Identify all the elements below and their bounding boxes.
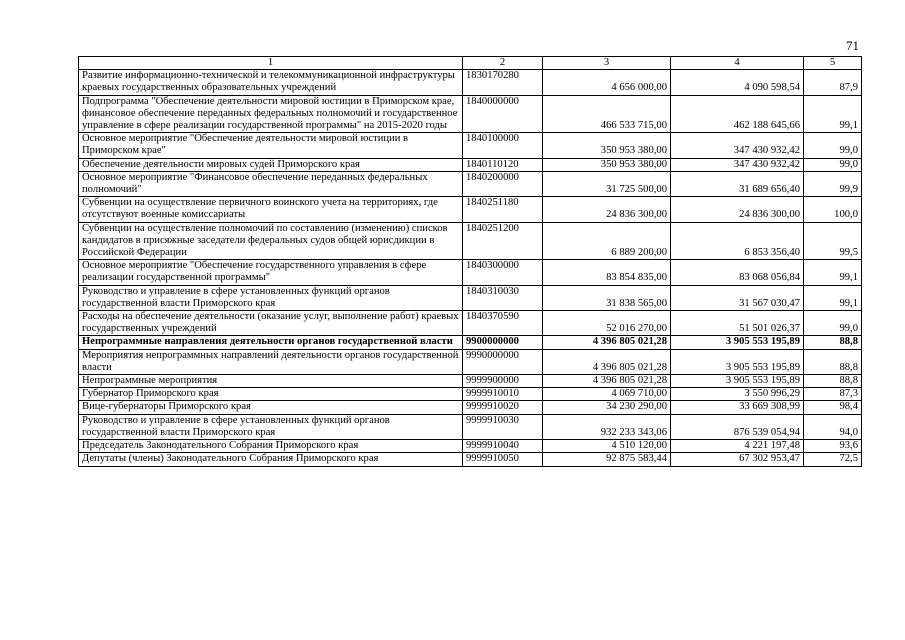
table-row	[79, 401, 862, 414]
table-row	[79, 171, 862, 196]
row-plan-cell: 92 875 583,44	[543, 453, 671, 466]
row-name-cell: Обеспечение деятельности мировых судей Приморского края	[79, 158, 463, 171]
table-row	[79, 197, 862, 222]
row-fact-cell: 24 836 300,00	[671, 197, 804, 222]
row-code-cell: 1840251180	[463, 197, 543, 222]
row-name-cell: Губернатор Приморского края	[79, 388, 463, 401]
row-code-cell: 1840100000	[463, 133, 543, 158]
row-fact-cell: 347 430 932,42	[671, 133, 804, 158]
table-row	[79, 349, 862, 374]
row-name-cell: Вице-губернаторы Приморского края	[79, 401, 463, 414]
row-code-cell: 1830170280	[463, 70, 543, 95]
column-header-3: 3	[543, 57, 671, 70]
row-code-cell: 1840370590	[463, 311, 543, 336]
row-name-cell: Депутаты (члены) Законодательного Собрания Приморского края	[79, 453, 463, 466]
table-row	[79, 375, 862, 388]
table-row	[79, 158, 862, 171]
row-code-cell: 9999910050	[463, 453, 543, 466]
row-percent-cell: 88,8	[804, 375, 862, 388]
row-name-cell: Субвенции на осуществление первичного воинского учета на территориях, где отсутствуют военные комиссариаты	[79, 197, 463, 222]
row-fact-cell: 462 188 645,66	[671, 95, 804, 133]
row-name-cell: Председатель Законодательного Собрания Приморского края	[79, 440, 463, 453]
row-fact-cell: 31 689 656,40	[671, 171, 804, 196]
row-plan-cell: 83 854 835,00	[543, 260, 671, 285]
table-header-row	[79, 57, 862, 70]
row-code-cell: 9999910030	[463, 414, 543, 439]
row-plan-cell: 52 016 270,00	[543, 311, 671, 336]
column-header-2: 2	[463, 57, 543, 70]
row-plan-cell: 4 396 805 021,28	[543, 375, 671, 388]
row-code-cell: 9999900000	[463, 375, 543, 388]
row-fact-cell: 3 905 553 195,89	[671, 375, 804, 388]
row-percent-cell: 99,0	[804, 133, 862, 158]
row-plan-cell: 4 656 000,00	[543, 70, 671, 95]
row-plan-cell: 4 510 120,00	[543, 440, 671, 453]
table-row	[79, 440, 862, 453]
row-fact-cell: 3 905 553 195,89	[671, 349, 804, 374]
row-percent-cell: 99,9	[804, 171, 862, 196]
row-percent-cell: 94,0	[804, 414, 862, 439]
row-percent-cell: 99,1	[804, 285, 862, 310]
row-code-cell: 1840300000	[463, 260, 543, 285]
row-fact-cell: 347 430 932,42	[671, 158, 804, 171]
row-percent-cell: 72,5	[804, 453, 862, 466]
row-fact-cell: 6 853 356,40	[671, 222, 804, 260]
row-plan-cell: 6 889 200,00	[543, 222, 671, 260]
row-code-cell: 1840251200	[463, 222, 543, 260]
row-code-cell: 9990000000	[463, 349, 543, 374]
row-fact-cell: 3 905 553 195,89	[671, 336, 804, 349]
row-percent-cell: 88,8	[804, 336, 862, 349]
row-code-cell: 1840200000	[463, 171, 543, 196]
row-fact-cell: 33 669 308,99	[671, 401, 804, 414]
row-percent-cell: 99,1	[804, 95, 862, 133]
row-plan-cell: 350 953 380,00	[543, 133, 671, 158]
page-number: 71	[846, 38, 859, 53]
row-code-cell: 9999910020	[463, 401, 543, 414]
table-row	[79, 70, 862, 95]
row-plan-cell: 466 533 715,00	[543, 95, 671, 133]
row-name-cell: Основное мероприятие "Обеспечение деятельности мировой юстиции в Приморском крае"	[79, 133, 463, 158]
row-plan-cell: 34 230 290,00	[543, 401, 671, 414]
row-fact-cell: 51 501 026,37	[671, 311, 804, 336]
row-percent-cell: 87,9	[804, 70, 862, 95]
row-plan-cell: 31 725 500,00	[543, 171, 671, 196]
table-row	[79, 388, 862, 401]
row-fact-cell: 4 090 598,54	[671, 70, 804, 95]
row-plan-cell: 4 396 805 021,28	[543, 349, 671, 374]
table-row	[79, 222, 862, 260]
row-fact-cell: 67 302 953,47	[671, 453, 804, 466]
row-fact-cell: 3 550 996,29	[671, 388, 804, 401]
row-plan-cell: 4 396 805 021,28	[543, 336, 671, 349]
row-percent-cell: 98,4	[804, 401, 862, 414]
row-percent-cell: 99,5	[804, 222, 862, 260]
row-code-cell: 9900000000	[463, 336, 543, 349]
row-plan-cell: 24 836 300,00	[543, 197, 671, 222]
row-name-cell: Подпрограмма "Обеспечение деятельности мировой юстиции в Приморском крае, финансовое обеспечение переданных федеральных полномочий и государственное управление в сфере реализации государственной программы" на 2015-2020 годы	[79, 95, 463, 133]
row-name-cell: Развитие информационно-технической и телекоммуникационной инфраструктуры краевых государственных образовательных учреждений	[79, 70, 463, 95]
row-name-cell: Мероприятия непрограммных направлений деятельности органов государственной власти	[79, 349, 463, 374]
row-plan-cell: 31 838 565,00	[543, 285, 671, 310]
budget-table	[78, 56, 862, 467]
table-row	[79, 95, 862, 133]
row-plan-cell: 350 953 380,00	[543, 158, 671, 171]
row-percent-cell: 93,6	[804, 440, 862, 453]
table-row	[79, 336, 862, 349]
row-percent-cell: 99,0	[804, 311, 862, 336]
row-name-cell: Расходы на обеспечение деятельности (оказание услуг, выполнение работ) краевых государственных учреждений	[79, 311, 463, 336]
row-percent-cell: 87,3	[804, 388, 862, 401]
row-code-cell: 9999910040	[463, 440, 543, 453]
row-percent-cell: 88,8	[804, 349, 862, 374]
row-name-cell: Непрограммные мероприятия	[79, 375, 463, 388]
row-percent-cell: 100,0	[804, 197, 862, 222]
row-code-cell: 9999910010	[463, 388, 543, 401]
row-plan-cell: 4 069 710,00	[543, 388, 671, 401]
table-row	[79, 453, 862, 466]
row-code-cell: 1840310030	[463, 285, 543, 310]
table-row	[79, 133, 862, 158]
table-row	[79, 414, 862, 439]
row-fact-cell: 876 539 054,94	[671, 414, 804, 439]
table-row	[79, 311, 862, 336]
column-header-5: 5	[804, 57, 862, 70]
row-name-cell: Руководство и управление в сфере установленных функций органов государственной власти Приморского края	[79, 414, 463, 439]
row-fact-cell: 83 068 056,84	[671, 260, 804, 285]
column-header-4: 4	[671, 57, 804, 70]
column-header-1: 1	[79, 57, 463, 70]
row-percent-cell: 99,0	[804, 158, 862, 171]
row-plan-cell: 932 233 343,06	[543, 414, 671, 439]
row-fact-cell: 31 567 030,47	[671, 285, 804, 310]
row-name-cell: Руководство и управление в сфере установленных функций органов государственной власти Приморского края	[79, 285, 463, 310]
budget-table-body	[79, 57, 862, 467]
row-name-cell: Субвенции на осуществление полномочий по составлению (изменению) списков кандидатов в присяжные заседатели федеральных судов общей юрисдикции в Российской Федерации	[79, 222, 463, 260]
table-row	[79, 260, 862, 285]
row-code-cell: 1840000000	[463, 95, 543, 133]
row-code-cell: 1840110120	[463, 158, 543, 171]
table-row	[79, 285, 862, 310]
row-name-cell: Основное мероприятие "Обеспечение государственного управления в сфере реализации государственной программы"	[79, 260, 463, 285]
row-name-cell: Непрограммные направления деятельности органов государственной власти	[79, 336, 463, 349]
row-percent-cell: 99,1	[804, 260, 862, 285]
row-fact-cell: 4 221 197,48	[671, 440, 804, 453]
row-name-cell: Основное мероприятие "Финансовое обеспечение переданных федеральных полномочий"	[79, 171, 463, 196]
